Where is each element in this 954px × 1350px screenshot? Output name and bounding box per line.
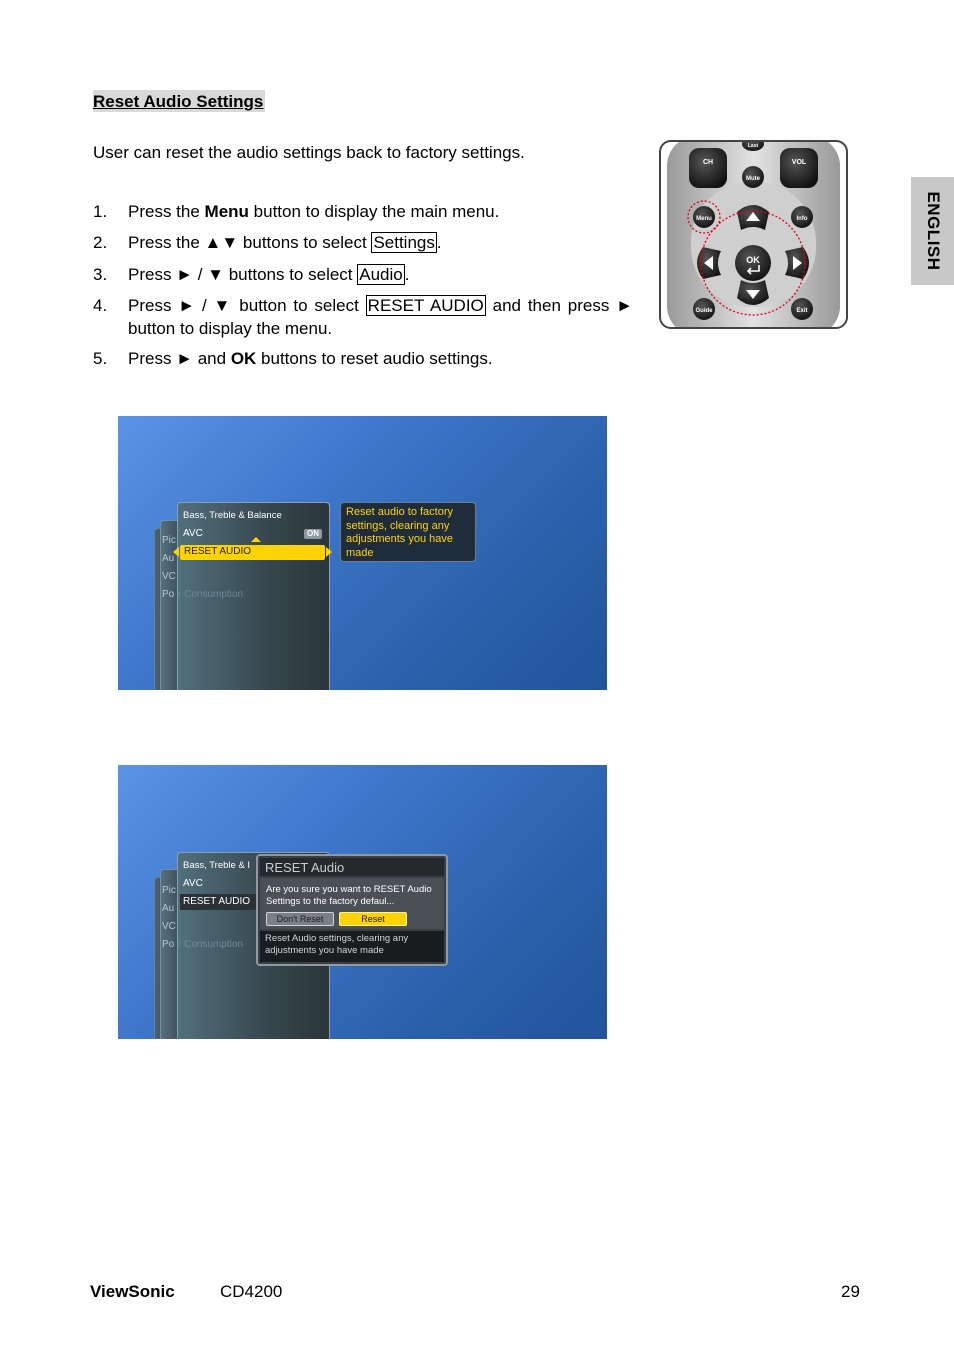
up-arrow-icon (251, 537, 261, 542)
step-text: Press ► / ▼ button to select (128, 296, 366, 315)
menu-item-avc: AVC (183, 528, 203, 539)
step-number: 3. (93, 265, 108, 284)
step-boxed-term: RESET AUDIO (367, 296, 484, 315)
remote-control-illustration (659, 140, 848, 329)
step-bold: Menu (204, 202, 249, 221)
menu-item-vga: VC (162, 921, 176, 932)
menu-item-audio: Au (162, 553, 175, 564)
step-text: Press ► and (128, 349, 231, 368)
step-number: 2. (93, 233, 108, 252)
section-title: Reset Audio Settings (93, 92, 264, 111)
step-text: Press ► / ▼ buttons to select (128, 265, 358, 284)
menu-item-ghost: r Consumption (178, 939, 244, 950)
info-button-label: Info (796, 216, 808, 222)
dont-reset-button[interactable]: Don't Reset (266, 912, 334, 926)
step-text: button to display the main menu. (248, 202, 500, 221)
menu-item-ghost: r Consumption (178, 589, 244, 600)
menu-item-picture: Pic (162, 885, 176, 896)
menu-item-reset-audio: RESET AUDIO (184, 546, 252, 557)
language-tab-label: ENGLISH (923, 191, 943, 271)
step-boxed-term: Settings (373, 233, 435, 252)
menu-item-vga: VC (162, 571, 176, 582)
step-text: . (436, 233, 442, 252)
last-button-label: Last (747, 143, 759, 149)
guide-button-label: Guide (695, 308, 713, 314)
language-tab (911, 177, 954, 285)
vol-button-label: VOL (791, 159, 807, 166)
reset-audio-dialog (256, 854, 448, 966)
menu-item-bass-treble: Bass, Treble & I (183, 860, 251, 871)
exit-button-label: Exit (796, 308, 808, 314)
step-3 (93, 263, 633, 286)
step-1 (93, 200, 633, 223)
step-number: 1. (93, 202, 108, 221)
step-text: Press the (128, 202, 205, 221)
step-boxed-term: Audio (359, 265, 403, 284)
menu-item-audio: Au (162, 903, 175, 914)
osd-screenshot-2 (118, 765, 607, 1039)
step-number: 5. (93, 349, 108, 368)
menu-button-label: Menu (696, 216, 712, 222)
menu-item-power: Po (162, 589, 175, 600)
footer-model: CD4200 (220, 1282, 283, 1301)
footer-brand: ViewSonic (90, 1282, 175, 1301)
ok-button-label: OK (746, 255, 760, 265)
step-2 (93, 231, 633, 254)
menu-item-picture: Pic (162, 535, 176, 546)
help-tooltip (340, 502, 476, 562)
step-4 (93, 294, 633, 340)
dialog-title: RESET Audio (265, 860, 345, 875)
step-text: . (404, 265, 410, 284)
step-text: buttons to reset audio settings. (256, 349, 493, 368)
page-number: 29 (841, 1282, 860, 1301)
help-tooltip-text: Reset audio to factory settings, clearing any adjustments you have made (346, 506, 454, 559)
dialog-help-text: Reset Audio settings, clearing any adjustments you have made (265, 933, 409, 956)
ch-button-label: CH (702, 159, 714, 166)
menu-item-bass-treble: Bass, Treble & Balance (183, 510, 282, 521)
step-text: Press the ▲▼ buttons to select (128, 233, 372, 252)
vol-button (780, 148, 818, 188)
mute-button-label: Mute (746, 176, 760, 182)
osd-screenshot-1 (118, 416, 607, 690)
left-arrow-icon (173, 547, 179, 557)
step-5 (93, 347, 633, 370)
right-arrow-icon (326, 547, 332, 557)
ch-button (689, 148, 727, 188)
step-bold: OK (230, 349, 257, 368)
reset-button[interactable]: Reset (339, 912, 407, 926)
intro-text: User can reset the audio settings back to factory settings. (93, 143, 525, 162)
step-text: and then press ► button to display the menu. (128, 296, 633, 338)
menu-item-reset-audio: RESET AUDIO (183, 896, 251, 907)
menu-item-power: Po (162, 939, 175, 950)
menu-item-avc: AVC (183, 878, 203, 889)
dialog-message: Are you sure you want to RESET Audio Settings to the factory defaul... (266, 884, 432, 907)
step-number: 4. (93, 296, 108, 315)
avc-on-badge: ON (304, 529, 322, 539)
